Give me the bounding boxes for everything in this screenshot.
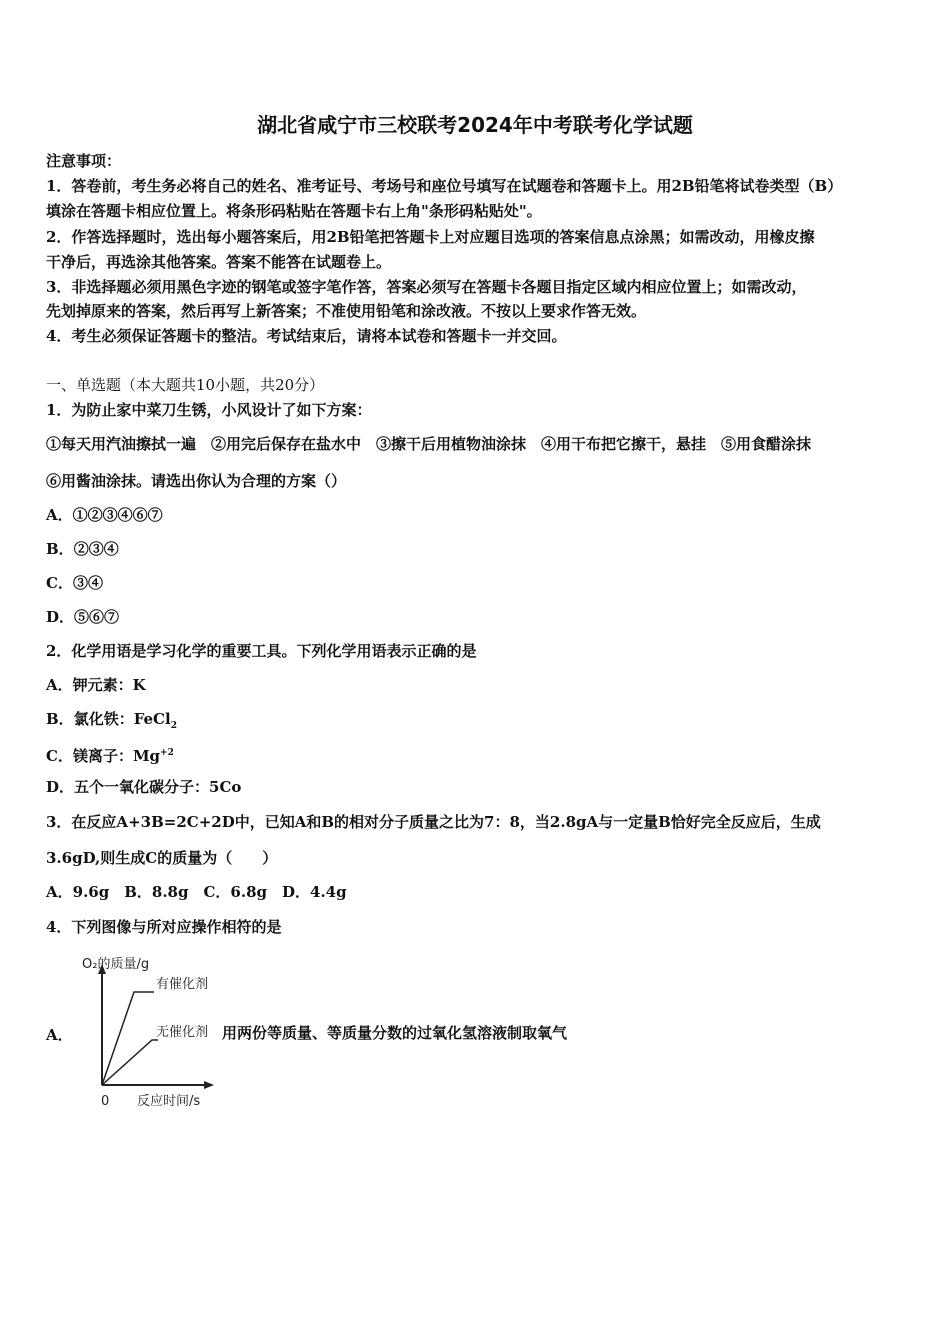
q4-option-a-text: 用两份等质量、等质量分数的过氧化氢溶液制取氧气 xyxy=(222,1024,568,1042)
q1-option-a xyxy=(46,504,163,526)
q3-options: A．9.6g B．8.8g C．6.8g D．4.4g xyxy=(46,883,347,901)
q1-stem: ⑥用酱油涂抹。请选出你认为合理的方案（） xyxy=(46,472,347,490)
q1-option-b xyxy=(46,538,119,560)
option-text: 氯化铁：FeCl xyxy=(73,710,171,728)
q2-option-c xyxy=(46,742,174,767)
option-letter: D． xyxy=(46,778,75,796)
notice-line: 4．考生必须保证答题卡的整洁。考试结束后，请将本试卷和答题卡一并交回。 xyxy=(46,327,567,345)
section-heading: 一、单选题（本大题共10小题，共20分） xyxy=(46,376,325,394)
q1-stem: 1．为防止家中菜刀生锈，小风设计了如下方案： xyxy=(46,401,372,419)
option-text: ①②③④⑥⑦ xyxy=(72,506,163,524)
superscript: +2 xyxy=(160,748,174,758)
notice-line: 干净后，再选涂其他答案。答案不能答在试题卷上。 xyxy=(46,253,392,271)
page-title: 湖北省咸宁市三校联考2024年中考联考化学试题 xyxy=(257,113,693,137)
q1-stem: ①每天用汽油擦拭一遍 ②用完后保存在盐水中 ③擦干后用植物油涂抹 ④用干布把它擦干，悬挂 ⑤用食醋涂抹 xyxy=(46,435,812,453)
x-axis-arrow-icon xyxy=(204,1081,214,1089)
option-letter: A． xyxy=(46,676,73,694)
option-text: ⑤⑥⑦ xyxy=(74,608,120,626)
notice-line: 3．非选择题必须用黑色字迹的钢笔或签字笔作答，答案必须写在答题卡各题目指定区域内相应位置上；如需改动， xyxy=(46,278,807,296)
q3-stem: 3.6gD,则生成C的质量为（ ） xyxy=(46,849,278,867)
option-letter: A． xyxy=(46,506,73,524)
option-text: ②③④ xyxy=(73,540,119,558)
q2-option-a xyxy=(46,674,146,696)
option-letter: B． xyxy=(46,540,74,558)
notice-line: 先划掉原来的答案，然后再写上新答案；不准使用铅笔和涂改液。不按以上要求作答无效。 xyxy=(46,302,647,320)
option-text: 钾元素：K xyxy=(72,676,146,694)
notice-line: 1．答卷前，考生务必将自己的姓名、准考证号、考场号和座位号填写在试题卷和答题卡上。用2B铅笔将试卷类型（B） xyxy=(46,177,843,195)
line-with-catalyst xyxy=(102,992,154,1085)
q1-option-d xyxy=(46,606,119,628)
oxygen-mass-graph xyxy=(80,950,230,1110)
option-letter: C． xyxy=(46,747,73,765)
x-axis-label: 反应时间/s xyxy=(137,1094,201,1109)
q1-option-c xyxy=(46,572,103,594)
without-catalyst-label: 无催化剂 xyxy=(156,1025,209,1040)
notice-line: 2．作答选择题时，选出每小题答案后，用2B铅笔把答题卡上对应题目选项的答案信息点涂黑；如需改动，用橡皮擦 xyxy=(46,228,815,246)
y-axis-label: O₂的质量/g xyxy=(82,957,150,972)
option-text: 镁离子：Mg xyxy=(72,747,161,765)
q2-stem: 2．化学用语是学习化学的重要工具。下列化学用语表示正确的是 xyxy=(46,642,477,660)
notice-line: 填涂在答题卡相应位置上。将条形码粘贴在答题卡右上角"条形码粘贴处"。 xyxy=(46,202,542,220)
option-letter: B． xyxy=(46,710,74,728)
subscript: 2 xyxy=(170,721,177,731)
option-letter: C． xyxy=(46,574,73,592)
option-text: 五个一氧化碳分子：5Co xyxy=(74,778,242,796)
notice-heading: 注意事项： xyxy=(46,152,122,170)
q3-stem: 3．在反应A+3B=2C+2D中，已知A和B的相对分子质量之比为7：8，当2.8gA与一定量B恰好完全反应后，生成 xyxy=(46,813,821,831)
q4-stem: 4．下列图像与所对应操作相符的是 xyxy=(46,918,282,936)
q4-option-a-letter: A． xyxy=(46,1026,73,1044)
origin-label: 0 xyxy=(101,1094,110,1109)
q2-option-b xyxy=(46,708,177,737)
option-text: ③④ xyxy=(72,574,103,592)
q2-option-d xyxy=(46,776,241,798)
option-letter: D． xyxy=(46,608,75,626)
with-catalyst-label: 有催化剂 xyxy=(156,977,209,992)
